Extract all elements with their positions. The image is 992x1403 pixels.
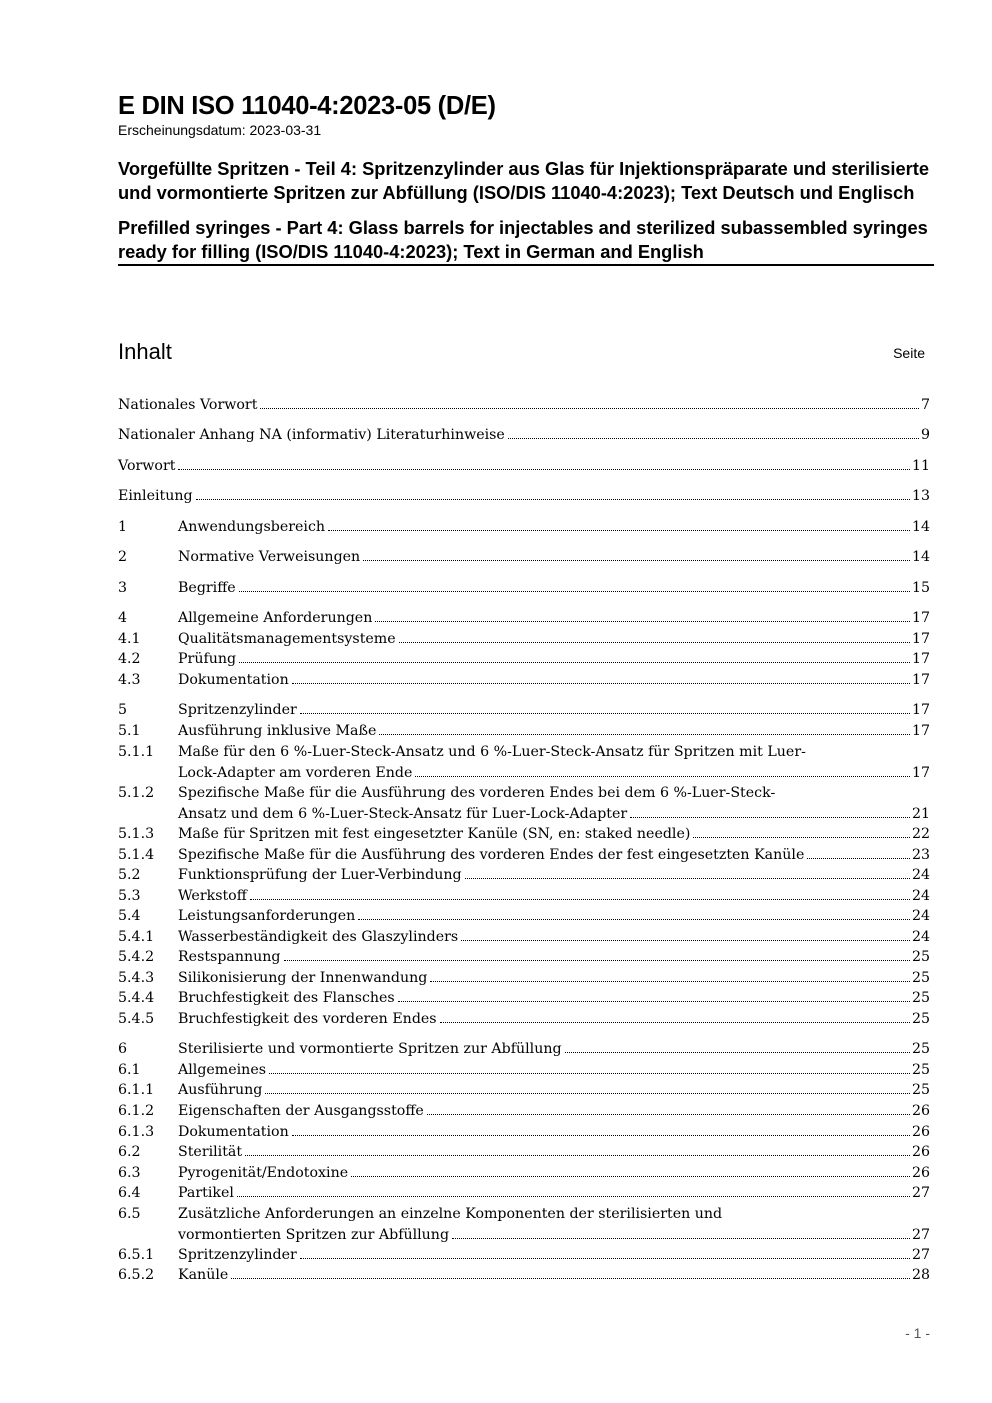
toc-entry-page: 24 [911,867,930,883]
toc-entry-title: Sterilität [178,1144,243,1160]
toc-leader-dots [399,641,910,643]
publication-date: Erscheinungsdatum: 2023-03-31 [118,122,322,138]
toc-entry-page: 28 [911,1267,930,1283]
toc-entry-page: 24 [911,888,930,904]
toc-leader-dots [465,877,910,879]
toc-entry-title: Spritzenzylinder [178,702,297,718]
toc-entry-page: 26 [911,1103,930,1119]
toc-entry-page: 7 [920,397,930,413]
toc-entry-number: 5.1.4 [118,847,155,863]
toc-entry-page: 26 [911,1124,930,1140]
document-id: E DIN ISO 11040-4:2023-05 (D/E) [118,92,496,120]
toc-entry-title: Maße für Spritzen mit fest eingesetzter Kanüle (SN, en: staked needle) [178,826,691,842]
toc-entry-page: 25 [911,1011,930,1027]
toc-entry-title: Kanüle [178,1267,229,1283]
toc-leader-dots [430,980,910,982]
toc-entry-page: 23 [911,847,930,863]
toc-entry-number: 5.3 [118,888,141,904]
toc-entry-number: 4.1 [118,631,141,647]
toc-leader-dots [461,939,910,941]
toc-leader-dots [807,857,910,859]
toc-entry-title: Qualitätsmanagementsysteme [178,631,396,647]
toc-entry-title: Eigenschaften der Ausgangsstoffe [178,1103,424,1119]
toc-leader-dots [250,898,910,900]
toc-entry-number: 5 [118,702,128,718]
toc-leader-dots [693,836,910,838]
toc-leader-dots [292,1134,910,1136]
toc-leader-dots [300,1257,910,1259]
toc-entry-page: 11 [911,458,930,474]
toc-entry-page: 9 [920,427,930,443]
toc-entry-title: Nationaler Anhang NA (informativ) Literaturhinweise [118,427,505,443]
toc-leader-dots [300,712,910,714]
toc-entry-number: 4.3 [118,672,141,688]
toc-leader-dots [237,1195,910,1197]
toc-entry-page: 24 [911,908,930,924]
toc-entry-title: Spezifische Maße für die Ausführung des vorderen Endes der fest eingesetzten Kanüle [178,847,805,863]
toc-entry-title: Prüfung [178,651,237,667]
toc-entry-page: 25 [911,1082,930,1098]
toc-entry-number: 5.4.2 [118,949,155,965]
toc-entry-title: Dokumentation [178,1124,289,1140]
toc-leader-dots [358,918,910,920]
page-column-label: Seite [893,345,925,361]
toc-leader-dots [351,1175,910,1177]
toc-entry-page: 14 [911,549,930,565]
toc-entry-number: 3 [118,580,128,596]
toc-leader-dots [328,529,910,531]
title-english: Prefilled syringes - Part 4: Glass barrels for injectables and sterilized subassembled syringes ready for filling (ISO/DIS 11040-4:2023); Text in German and English [118,216,934,266]
toc-entry-page: 17 [911,723,930,739]
toc-entry-page: 27 [911,1226,930,1243]
toc-entry-page: 17 [911,702,930,718]
toc-entry-title: Restspannung [178,949,281,965]
toc-entry-title: Sterilisierte und vormontierte Spritzen zur Abfüllung [178,1041,562,1057]
toc-entry-page: 17 [911,610,930,626]
toc-entry-page: 17 [911,651,930,667]
toc-entry-title: Ausführung [178,1082,263,1098]
toc-entry-number: 4.2 [118,651,141,667]
contents-heading: Inhalt [118,339,172,364]
toc-entry-title: Partikel [178,1185,234,1201]
toc-leader-dots [427,1113,910,1115]
toc-entry-title: Allgemeines [178,1062,266,1078]
toc-entry-page: 27 [911,1185,930,1201]
toc-entry-number: 5.4 [118,908,141,924]
toc-entry-title: Einleitung [118,488,193,504]
toc-entry-number: 6.5 [118,1206,141,1222]
toc-entry-number: 5.4.4 [118,990,155,1006]
toc-entry-title: Wasserbeständigkeit des Glaszylinders [178,929,459,945]
toc-entry-title: Spezifische Maße für die Ausführung des vorderen Endes bei dem 6 %-Luer-Steck- [178,785,776,801]
toc-leader-dots [292,682,910,684]
toc-entry-number: 1 [118,519,128,535]
title-german: Vorgefüllte Spritzen - Teil 4: Spritzenzylinder aus Glas für Injektionspräparate und sterilisierte und vormontierte Spritzen zur Abfüllung (ISO/DIS 11040-4:2023); Text Deutsch und Englisch [118,158,929,203]
toc-entry-number: 5.1.1 [118,744,155,760]
toc-leader-dots [630,816,910,818]
toc-entry-page: 24 [911,929,930,945]
toc-leader-dots [508,437,919,439]
toc-entry-title: Lock-Adapter am vorderen Ende [178,764,413,781]
toc-entry-number: 5.2 [118,867,141,883]
toc-entry-title: Begriffe [178,580,236,596]
toc-entry-page: 26 [911,1144,930,1160]
toc-entry-title: Zusätzliche Anforderungen an einzelne Komponenten der sterilisierten und [178,1206,723,1222]
toc-entry-title: Allgemeine Anforderungen [178,610,373,626]
toc-entry-page: 25 [911,949,930,965]
toc-leader-dots [239,590,910,592]
toc-entry-title: Nationales Vorwort [118,397,258,413]
toc-entry-page: 17 [911,631,930,647]
toc-entry-title: Dokumentation [178,672,289,688]
toc-leader-dots [440,1021,910,1023]
toc-leader-dots [239,661,910,663]
toc-entry-title: vormontierten Spritzen zur Abfüllung [178,1226,450,1243]
toc-entry-page: 25 [911,1062,930,1078]
toc-entry-number: 6.1 [118,1062,141,1078]
toc-entry-page: 25 [911,1041,930,1057]
page-number: - 1 - [905,1325,930,1341]
toc-entry-page: 25 [911,970,930,986]
toc-leader-dots [452,1237,910,1239]
toc-entry-number: 5.4.5 [118,1011,155,1027]
toc-entry-page: 17 [911,764,930,781]
toc-entry-title: Bruchfestigkeit des Flansches [178,990,395,1006]
toc-entry-number: 6.1.1 [118,1082,155,1098]
toc-leader-dots [178,468,910,470]
toc-leader-dots [231,1277,910,1279]
toc-leader-dots [415,775,910,777]
toc-entry-number: 6.3 [118,1165,141,1181]
toc-entry-number: 6.1.2 [118,1103,155,1119]
toc-leader-dots [265,1092,910,1094]
toc-entry-page: 21 [911,805,930,822]
toc-entry-page: 15 [911,580,930,596]
toc-entry-title: Ausführung inklusive Maße [178,723,377,739]
toc-entry-title: Bruchfestigkeit des vorderen Endes [178,1011,437,1027]
toc-entry-title: Werkstoff [178,888,247,904]
toc-entry-title: Anwendungsbereich [178,519,326,535]
toc-entry-number: 4 [118,610,128,626]
toc-entry-title: Pyrogenität/Endotoxine [178,1165,349,1181]
toc-entry-title: Spritzenzylinder [178,1247,297,1263]
toc-entry-title: Normative Verweisungen [178,549,361,565]
contents-header [118,338,925,368]
toc-entry-page: 26 [911,1165,930,1181]
toc-entry-number: 6.4 [118,1185,141,1201]
toc-leader-dots [196,498,910,500]
toc-entry-number: 5.1 [118,723,141,739]
toc-entry-number: 6.2 [118,1144,141,1160]
toc-entry-page: 27 [911,1247,930,1263]
toc-entry-number: 6.5.1 [118,1247,155,1263]
toc-leader-dots [375,620,910,622]
toc-entry-number: 5.4.1 [118,929,155,945]
document-header [118,91,934,266]
toc-entry-title: Leistungsanforderungen [178,908,356,924]
toc-leader-dots [398,1000,910,1002]
toc-entry-number: 6 [118,1041,128,1057]
toc-leader-dots [379,733,910,735]
toc-entry-page: 13 [911,488,930,504]
toc-entry-number: 5.1.3 [118,826,155,842]
toc-entry-page: 14 [911,519,930,535]
toc-leader-dots [284,959,910,961]
toc-leader-dots [269,1072,910,1074]
toc-entry-page: 17 [911,672,930,688]
toc-entry-title: Maße für den 6 %-Luer-Steck-Ansatz und 6 %-Luer-Steck-Ansatz für Spritzen mit Luer- [178,744,806,760]
toc-leader-dots [245,1154,910,1156]
toc-entry-number: 6.1.3 [118,1124,155,1140]
toc-entry-title: Ansatz und dem 6 %-Luer-Steck-Ansatz für Luer-Lock-Adapter [178,805,628,822]
toc-entry-number: 2 [118,549,128,565]
toc-entry-number: 5.1.2 [118,785,155,801]
toc-entry-title: Funktionsprüfung der Luer-Verbindung [178,867,462,883]
toc-leader-dots [565,1051,910,1053]
toc-entry-page: 22 [911,826,930,842]
toc-entry-page: 25 [911,990,930,1006]
toc-entry-number: 6.5.2 [118,1267,155,1283]
toc-leader-dots [363,559,910,561]
toc-entry-title: Vorwort [118,458,176,474]
toc-entry-number: 5.4.3 [118,970,155,986]
toc-leader-dots [260,407,919,409]
toc-entry-title: Silikonisierung der Innenwandung [178,970,428,986]
